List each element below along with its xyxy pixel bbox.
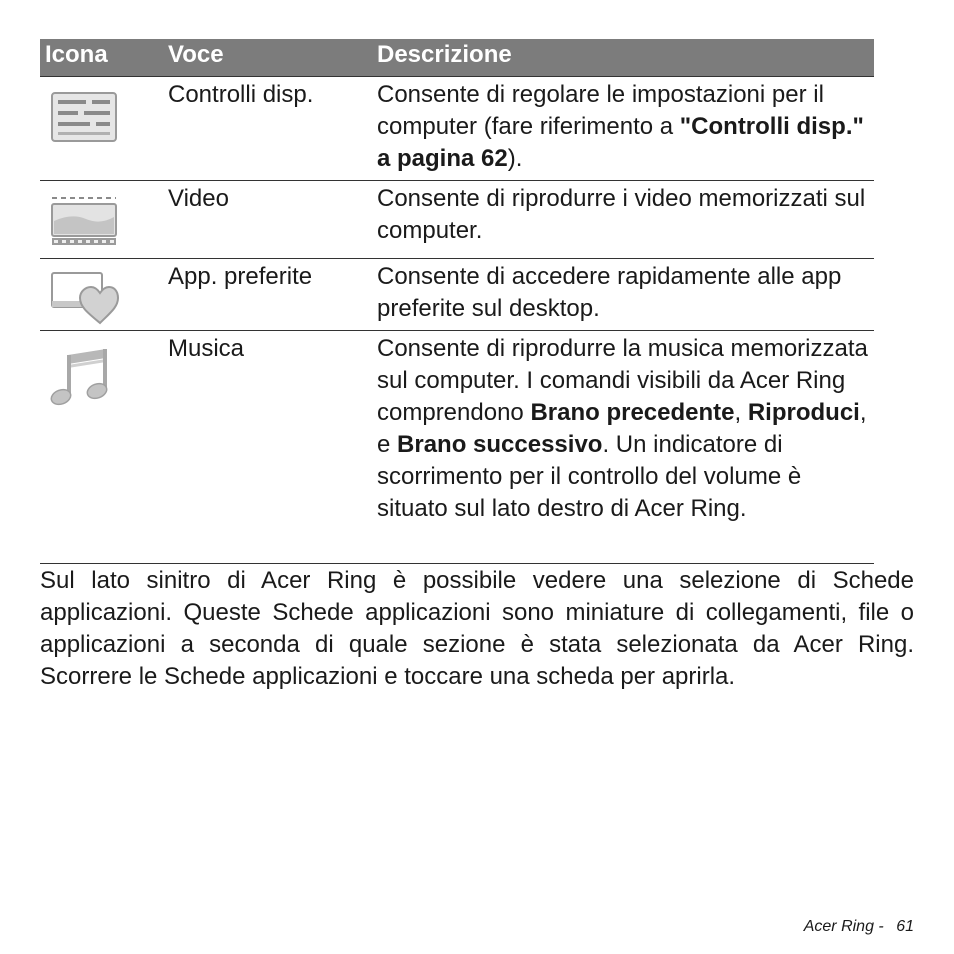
table-row-musica bbox=[40, 331, 874, 564]
item-label: Musica bbox=[168, 335, 245, 362]
favorite-apps-heart-icon bbox=[50, 271, 120, 330]
footer-section: Acer Ring - bbox=[803, 918, 884, 935]
film-strip-icon bbox=[50, 195, 118, 252]
page-number: 61 bbox=[896, 918, 914, 935]
item-description: Consente di riprodurre la musica memorizzata sul computer. I comandi visibili da Acer Ring comprendono Brano precedente, Riproduci, e Brano successivo. Un indicatore di scorrimento per il controllo del volume è situato sul lato destro di Acer Ring. bbox=[377, 335, 868, 522]
table-row-video bbox=[40, 181, 874, 259]
table-header bbox=[40, 39, 874, 77]
table-row-controlli bbox=[40, 77, 874, 181]
item-label: Controlli disp. bbox=[168, 81, 314, 108]
item-label: App. preferite bbox=[168, 263, 313, 290]
item-description: Consente di regolare le impostazioni per il computer (fare riferimento a "Controlli disp." a pagina 62). bbox=[377, 81, 864, 172]
item-label: Video bbox=[168, 185, 229, 212]
item-description: Consente di riprodurre i video memorizzati sul computer. bbox=[377, 185, 866, 244]
header-voce: Voce bbox=[168, 41, 224, 68]
header-icona: Icona bbox=[45, 41, 108, 68]
settings-panel-icon bbox=[50, 91, 118, 148]
feature-table bbox=[40, 39, 874, 564]
body-paragraph: Sul lato sinitro di Acer Ring è possibile vedere una selezione di Schede applicazioni. Queste Schede applicazioni sono miniature di collegamenti, file o applicazioni a seconda di quale sezione è stata selezionata da Acer Ring. Scorrere le Schede applicazioni e toccare una scheda per aprirla. bbox=[40, 567, 914, 690]
item-description: Consente di accedere rapidamente alle app preferite sul desktop. bbox=[377, 263, 842, 322]
page-footer bbox=[804, 918, 914, 936]
table-row-app-preferite bbox=[40, 259, 874, 331]
header-descrizione: Descrizione bbox=[377, 41, 512, 68]
music-note-icon bbox=[50, 347, 114, 412]
